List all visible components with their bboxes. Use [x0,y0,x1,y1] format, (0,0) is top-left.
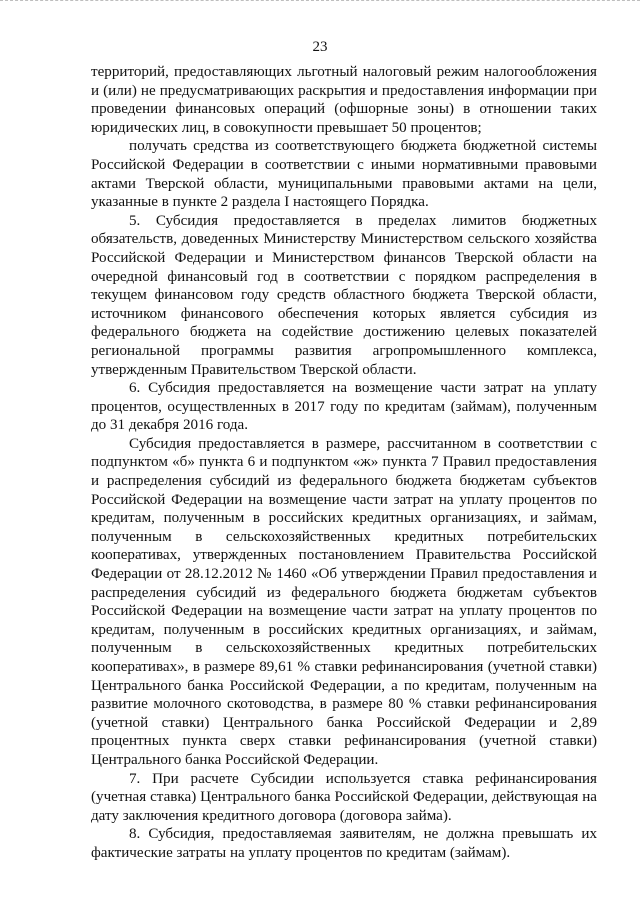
scan-top-edge [0,0,640,4]
paragraph-continuation: территорий, предоставляющих льготный налоговый режим налогообложения и (или) не предусматривающих раскрытия и предоставления информации при проведении финансовых операций (офшорные зоны) в отношении таких юридических лиц, в совокупности превышает 50 процентов; [91,64,597,136]
document-body [91,63,597,863]
paragraph-item-6: 6. Субсидия предоставляется на возмещение части затрат на уплату процентов, осуществленных в 2017 году по кредитам (займам), полученным до 31 декабря 2016 года. [91,380,597,434]
paragraph-budget-funds: получать средства из соответствующего бюджета бюджетной системы Российской Федерации в соответствии с иными нормативными правовыми актами Тверской области, муниципальными правовыми актами на цели, указанные в пункте 2 раздела I настоящего Порядка. [91,138,597,211]
paragraph-item-8: 8. Субсидия, предоставляемая заявителям, не должна превышать их фактические затраты на уплату процентов по кредитам (займам). [91,826,597,861]
paragraph-item-5: 5. Субсидия предоставляется в пределах лимитов бюджетных обязательств, доведенных Министерству Министерством сельского хозяйства Российской Федерации и Министерством финансов Тверской области на очередной финансовый год в соответствии с порядком распределения в текущем финансовом году средств областного бюджета Тверской области, источником финансового обеспечения которых является субсидия из федерального бюджета на содействие достижению целевых показателей региональной программы развития агропромышленного комплекса, утвержденным Правительством Тверской области. [91,212,597,378]
page-number: 23 [312,39,328,55]
paragraph-item-7: 7. При расчете Субсидии используется ставка рефинансирования (учетная ставка) Центрального банка Российской Федерации, действующая на дату заключения кредитного договора (договора займа). [91,770,597,824]
paragraph-subsidy-amount: Субсидия предоставляется в размере, рассчитанном в соответствии с подпунктом «б» пункта 6 и подпунктом «ж» пункта 7 Правил предоставления и распределения субсидий из федерального бюджета бюджетам субъектов Российской Федерации на возмещение части затрат на уплату процентов по кредитам, полученным в российских кредитных организациях, и займам, полученным в сельскохозяйственных кредитных потребительских кооперативах, утвержденных постановлением Правительства Российской Федерации от 28.12.2012 № 1460 «Об утверждении Правил предоставления и распределения субсидий из федерального бюджета бюджетам субъектов Российской Федерации на возмещение части затрат на уплату процентов по кредитам, полученным в российских кредитных организациях, и займам, полученным в сельскохозяйственных кредитных потребительских кооперативах», в размере 89,61 % ставки рефинансирования (учетной ставки) Центрального банка Российской Федерации, а по кредитам, полученным на развитие молочного скотоводства, в размере 80 % ставки рефинансирования (учетной ставки) Центрального банка Российской Федерации и 2,89 процентных пункта сверх ставки рефинансирования (учетной ставки) Центрального банка Российской Федерации. [91,435,597,768]
